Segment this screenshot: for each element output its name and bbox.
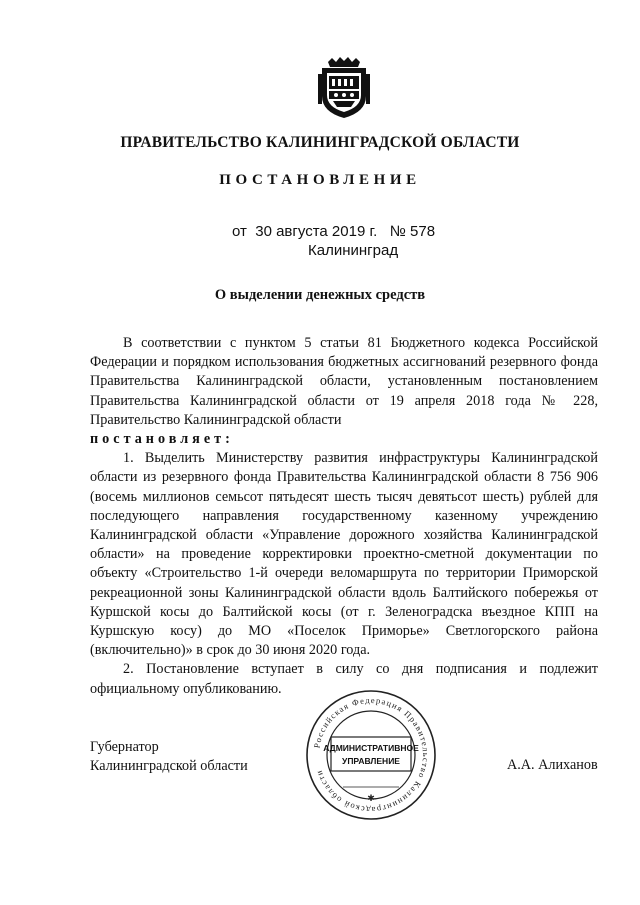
coat-of-arms-icon [318,56,370,120]
document-date: 30 августа 2019 г. [255,223,378,240]
date-prefix: от [232,223,247,240]
position-line-1: Губернатор [90,739,159,755]
document-subject: О выделении денежных средств [214,287,426,303]
item-1-paragraph: 1. Выделить Министерству развития инфраструктуры Калининградской области из резервного фонда Правительства Калининградской области 8 756 906 (восемь миллионов семьсот пятьдесят шесть тысяч девятьсот шесть) рублей для последующего направления государственному казенному учреждению Калининградской области «Управление дорожного хозяйства Калининградской области» на проведение корректировки проектно-сметной документации по объекту «Строительство 1-й очереди веломаршрута по территории Приморской рекреационной зоны Калининградской области вдоль Балтийского побережья от Куршской косы до Балтийской косы (от г. Зеленоградска въездное КПП на Куршскую косу) до МО «Поселок Приморье» Светлогорского района (включительно)» в срок до 30 июня 2020 года. [90,450,598,659]
stamp-star-icon: ✱ [367,793,375,803]
stamp-ring-text: Российская Федерация Правительство Калининградской области [311,694,432,816]
position-line-2: Калининградской области [90,758,248,774]
document-number: № 578 [389,223,436,240]
signatory-position [90,738,248,776]
document-city: Калининград [308,242,399,259]
signatory-name: А.А. Алиханов [507,757,598,773]
stamp-center-line-2: УПРАВЛЕНИЕ [342,756,400,766]
date-line [232,223,435,240]
item-2-paragraph: 2. Постановление вступает в силу со дня подписания и подлежит официальному опубликованию. [90,661,598,697]
official-stamp [303,689,439,821]
document-type: ПОСТАНОВЛЕНИЕ [219,172,421,188]
government-title: ПРАВИТЕЛЬСТВО КАЛИНИНГРАДСКОЙ ОБЛАСТИ [120,134,520,151]
document-body [90,334,598,699]
preamble-paragraph: В соответствии с пунктом 5 статьи 81 Бюджетного кодекса Российской Федерации и порядком использования бюджетных ассигнований резервного фонда Правительства Калининградской области, установленным постановлением Правительства Калининградской области от 19 апреля 2018 года № 228, Правительство Калининградской области [90,335,598,428]
decree-word: постановляет: [90,431,234,448]
stamp-center-line-1: АДМИНИСТРАТИВНОЕ [323,743,419,753]
